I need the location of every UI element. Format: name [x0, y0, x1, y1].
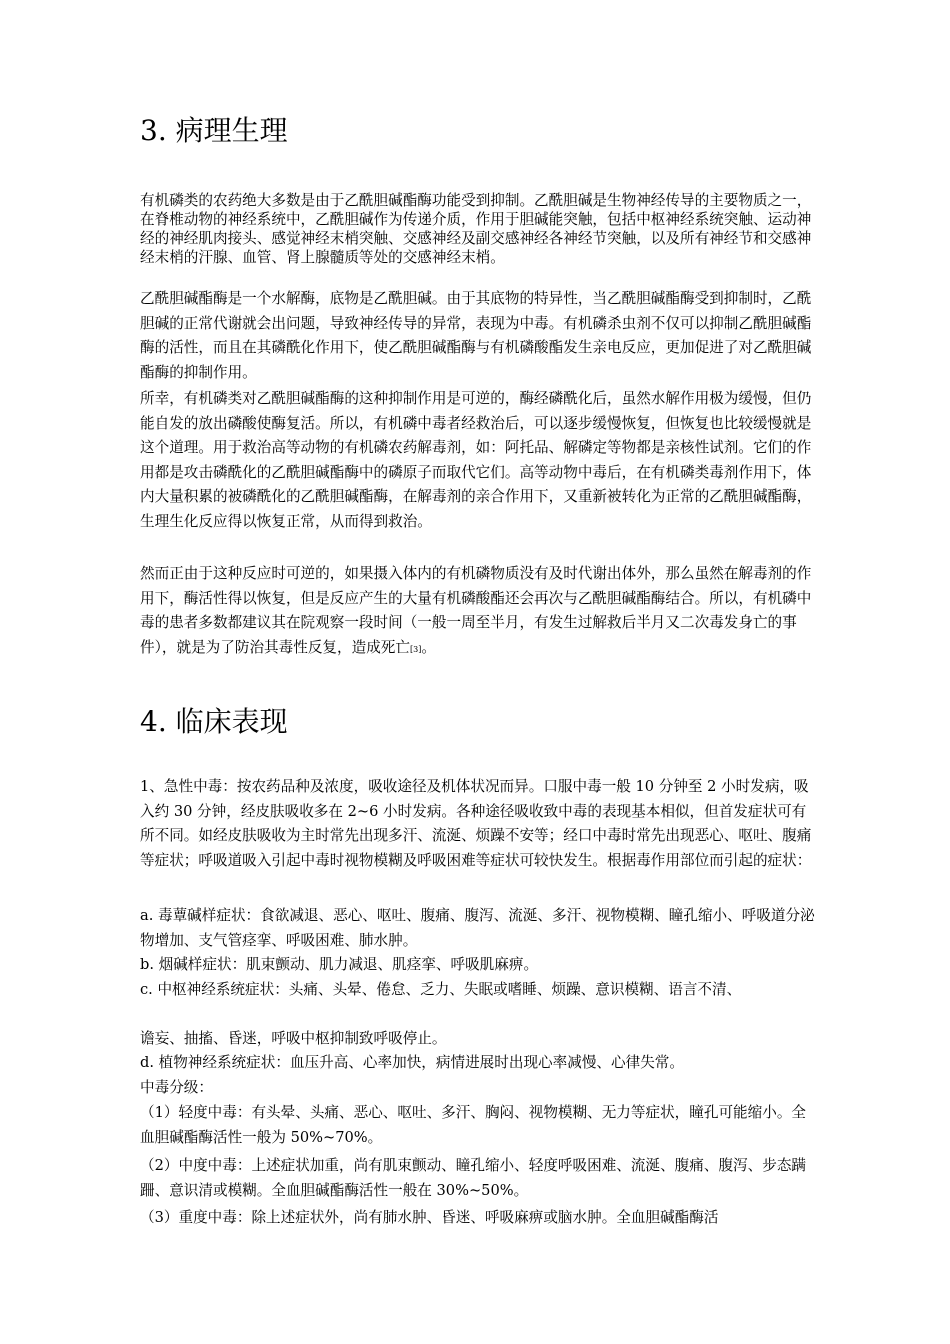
citation-marker: [3]: [409, 644, 422, 654]
section-3-paragraph-4-text: 然而正由于这种反应时可逆的，如果摄入体内的有机磷物质没有及时代谢出体外，那么虽然在解毒剂的作用下，酶活性得以恢复，但是反应产生的大量有机磷酸酯还会再次与乙酰胆碱酯酶结合。所以，有机磷中毒的患者多数都建议其在院观察一段时间（一般一周至半月，有发生过解救后半月又二次毒发身亡的事件），就是为了防治其毒性反复，造成死亡: [140, 565, 812, 656]
symptom-a: a. 毒蕈碱样症状：食欲减退、恶心、呕吐、腹痛、腹泻、流涎、多汗、视物模糊、瞳孔缩小、呼吸道分泌物增加、支气管痉挛、呼吸困难、肺水肿。: [140, 907, 815, 949]
section-3-heading: 3. 病理生理: [140, 114, 288, 147]
symptom-b: b. 烟碱样症状：肌束颤动、肌力减退、肌痉挛、呼吸肌麻痹。: [140, 956, 539, 973]
symptom-c-line-1: c. 中枢神经系统症状：头痛、头晕、倦怠、乏力、失眠或嗜睡、烦躁、意识模糊、语言不清、: [140, 981, 742, 998]
section-3-paragraph-3: 所幸，有机磷类对乙酰胆碱酯酶的这种抑制作用是可逆的，酶经磷酰化后，虽然水解作用极为缓慢，但仍能自发的放出磷酸使酶复活。所以，有机磷中毒者经救治后，可以逐步缓慢恢复，但恢复也比较缓慢就是这个道理。用于救治高等动物的有机磷农药解毒剂，如：阿托品、解磷定等物都是亲核性试剂。它们的作用都是攻击磷酰化的乙酰胆碱酯酶中的磷原子而取代它们。高等动物中毒后，在有机磷类毒剂作用下，体内大量积累的被磷酰化的乙酰胆碱酯酶，在解毒剂的亲合作用下，又重新被转化为正常的乙酰胆碱酯酶，生理生化反应得以恢复正常，从而得到救治。: [140, 390, 812, 530]
grading-label: 中毒分级：: [140, 1079, 213, 1096]
section-3-paragraph-2: 乙酰胆碱酯酶是一个水解酶，底物是乙酰胆碱。由于其底物的特异性，当乙酰胆碱酯酶受到抑制时，乙酰胆碱的正常代谢就会出问题，导致神经传导的异常，表现为中毒。有机磷杀虫剂不仅可以抑制乙酰胆碱酯酶的活性，而且在其磷酰化作用下，使乙酰胆碱酯酶与有机磷酸酯发生亲电反应，更加促进了对乙酰胆碱酯酶的抑制作用。: [140, 290, 812, 381]
section-3-paragraph-4: [140, 562, 820, 662]
section-4-heading: 4. 临床表现: [140, 705, 288, 738]
grade-severe: （3）重度中毒：除上述症状外，尚有肺水肿、昏迷、呼吸麻痹或脑水肿。全血胆碱酯酶活: [140, 1209, 719, 1226]
section-3-paragraph-1: 有机磷类的农药绝大多数是由于乙酰胆碱酯酶功能受到抑制。乙酰胆碱是生物神经传导的主要物质之一，在脊椎动物的神经系统中，乙酰胆碱作为传递介质，作用于胆碱能突触，包括中枢神经系统突触、运动神经的神经肌肉接头、感觉神经末梢突触、交感神经及副交感神经各神经节突触，以及所有神经节和交感神经末梢的汗腺、血管、肾上腺髓质等处的交感神经末梢。: [140, 192, 812, 266]
grade-moderate: （2）中度中毒：上述症状加重，尚有肌束颤动、瞳孔缩小、轻度呼吸困难、流涎、腹痛、腹泻、步态蹒跚、意识清或模糊。全血胆碱酯酶活性一般在 30%~50%。: [140, 1157, 807, 1199]
symptom-c-line-2: 谵妄、抽搐、昏迷，呼吸中枢抑制致呼吸停止。: [140, 1030, 447, 1047]
symptom-d: d. 植物神经系统症状：血压升高、心率加快，病情进展时出现心率减慢、心律失常。: [140, 1054, 684, 1071]
section-4-paragraph-1: 1、急性中毒：按农药品种及浓度，吸收途径及机体状况而异。口服中毒一般 10 分钟至 2 小时发病，吸入约 30 分钟，经皮肤吸收多在 2~6 小时发病。各种途径吸收致中毒的表现基本相似，但首发症状可有所不同。如经皮肤吸收为主时常先出现多汗、流涎、烦躁不安等；经口中毒时常先出现恶心、呕吐、腹痛等症状；呼吸道吸入引起中毒时视物模糊及呼吸困难等症状可较快发生。根据毒作用部位而引起的症状：: [140, 778, 812, 869]
grade-mild: （1）轻度中毒：有头晕、头痛、恶心、呕吐、多汗、胸闷、视物模糊、无力等症状，瞳孔可能缩小。全血胆碱酯酶活性一般为 50%~70%。: [140, 1104, 807, 1146]
section-3-paragraph-4-end: 。: [421, 638, 436, 656]
